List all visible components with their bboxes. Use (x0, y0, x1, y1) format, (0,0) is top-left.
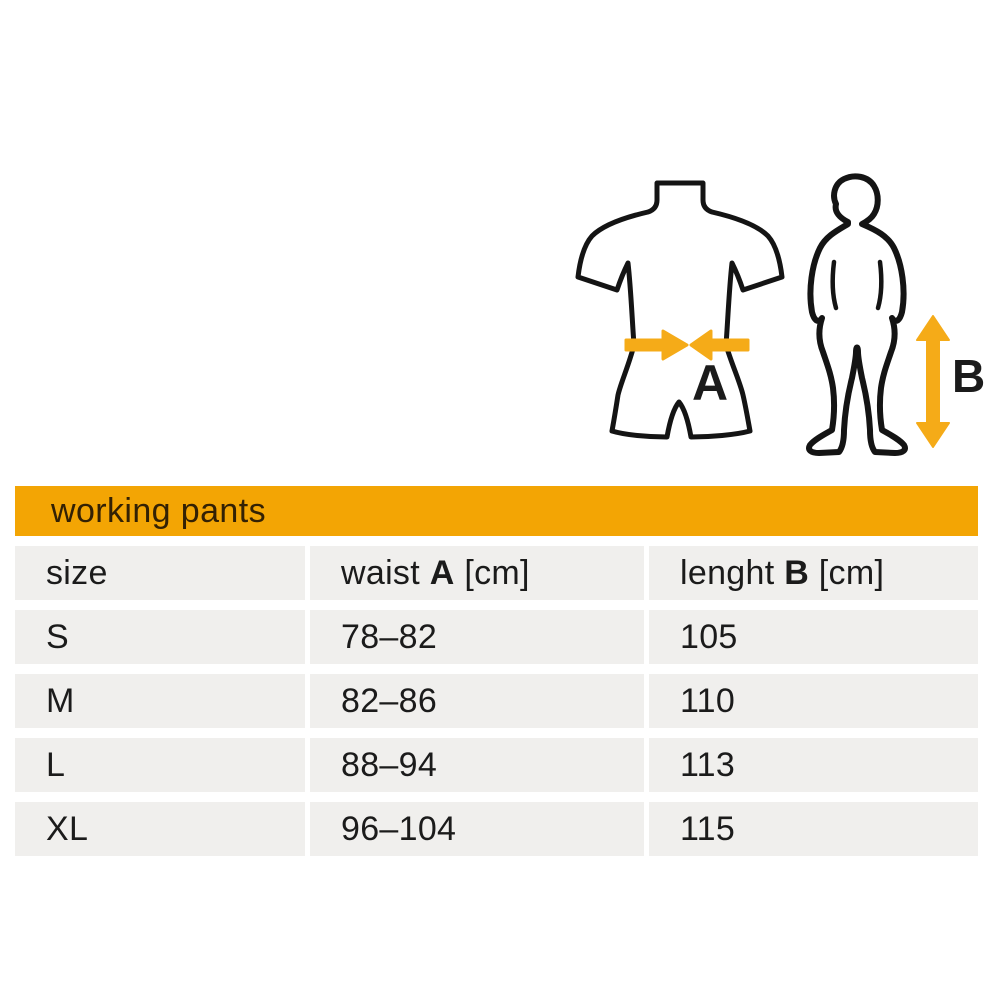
cell-size (15, 674, 305, 728)
size-value: XL (46, 809, 89, 848)
waist-value: 82–86 (341, 681, 438, 720)
header-waist-letter: A (429, 553, 455, 592)
header-length (649, 546, 978, 600)
cell-waist (310, 674, 644, 728)
torso-waist-diagram (560, 150, 800, 470)
header-waist-pre: waist (341, 553, 430, 592)
length-measure-label: B (952, 350, 986, 402)
header-waist (310, 546, 644, 600)
size-value: S (46, 617, 69, 656)
torso-back-with-shorts-icon (578, 183, 782, 437)
size-value: M (46, 681, 75, 720)
cell-length (649, 674, 978, 728)
length-value: 115 (680, 809, 736, 848)
length-value: 110 (680, 681, 736, 720)
length-arrow-icon (917, 316, 949, 447)
table-title-band (15, 486, 978, 536)
cell-length (649, 738, 978, 792)
header-length-pre: lenght (680, 553, 785, 592)
table-row-s (15, 610, 978, 664)
length-value: 113 (680, 745, 736, 784)
cell-waist (310, 738, 644, 792)
table-row-m (15, 674, 978, 728)
header-size-label: size (46, 553, 108, 592)
waist-value: 78–82 (341, 617, 438, 656)
size-value: L (46, 745, 66, 784)
header-size (15, 546, 305, 600)
table-row-l (15, 738, 978, 792)
cell-length (649, 610, 978, 664)
table-header-row (15, 546, 978, 600)
cell-size (15, 802, 305, 856)
waist-value: 88–94 (341, 745, 438, 784)
standing-person-silhouette-icon (809, 176, 905, 453)
length-value: 105 (680, 617, 738, 656)
cell-size (15, 738, 305, 792)
waist-value: 96–104 (341, 809, 457, 848)
header-length-unit: [cm] (809, 553, 885, 592)
waist-measure-label: A (692, 355, 729, 411)
cell-length (649, 802, 978, 856)
header-waist-unit: [cm] (454, 553, 530, 592)
cell-waist (310, 802, 644, 856)
table-row-xl (15, 802, 978, 856)
size-table (15, 486, 978, 856)
header-length-letter: B (784, 553, 810, 592)
table-title: working pants (51, 491, 266, 530)
person-length-diagram (790, 160, 1000, 470)
cell-size (15, 610, 305, 664)
cell-waist (310, 610, 644, 664)
